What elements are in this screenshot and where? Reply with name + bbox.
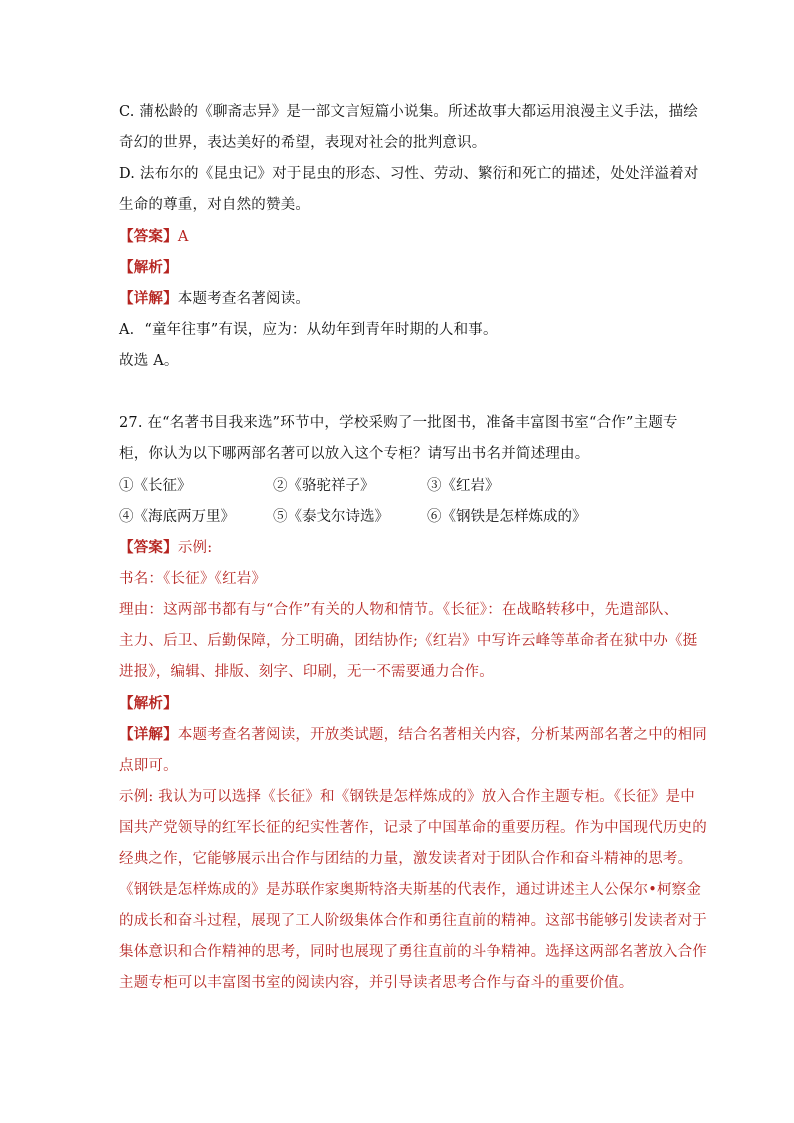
q27-detail-tag: 【详解】 xyxy=(119,726,178,743)
option-c-line-2: 奇幻的世界，表达美好的希望，表现对社会的批判意识。 xyxy=(119,135,487,151)
q27-reason-line-2: 主力、后卫、后勤保障，分工明确，团结协作;《红岩》中写许云峰等革命者在狱中办《挺 xyxy=(119,633,698,649)
q27-option-2: ②《骆驼祥子》 xyxy=(273,478,375,494)
q27-example-line-7: 主题专柜可以丰富图书室的阅读内容，并引导读者思考合作与奋斗的重要价值。 xyxy=(119,975,634,991)
q27-analysis-tag: 【解析】 xyxy=(119,695,178,712)
q27-stem-line-1: 27. 在“名著书目我来选”环节中，学校采购了一批图书，准备丰富图书室“合作”主题专 xyxy=(119,415,678,431)
option-d-line-1: D. 法布尔的《昆虫记》对于昆虫的形态、习性、劳动、繁衍和死亡的描述，处处洋溢着对 xyxy=(119,166,699,182)
q27-analysis-line xyxy=(119,694,178,714)
answer-tag: 【答案】 xyxy=(119,228,178,245)
explain-line: A．“童年往事”有误，应为：从幼年到青年时期的人和事。 xyxy=(119,322,498,338)
q27-detail-line-2: 点即可。 xyxy=(119,758,178,774)
q27-option-4: ④《海底两万里》 xyxy=(119,509,235,525)
q27-example-line-5: 的成长和奋斗过程，展现了工人阶级集体合作和勇往直前的精神。这部书能够引发读者对于 xyxy=(119,913,707,929)
q27-books-line: 书名：《长征》《红岩》 xyxy=(119,571,267,587)
detail-tag: 【详解】 xyxy=(119,290,178,307)
q27-example-line-6: 集体意识和合作精神的思考，同时也展现了勇往直前的斗争精神。选择这两部名著放入合作 xyxy=(119,944,707,960)
q27-option-1: ①《长征》 xyxy=(119,478,192,494)
q27-detail-line-1 xyxy=(119,725,707,745)
answer-line xyxy=(119,227,188,247)
option-c-line-1: C. 蒲松龄的《聊斋志异》是一部文言短篇小说集。所述故事大都运用浪漫主义手法，描绘 xyxy=(119,104,698,120)
analysis-tag: 【解析】 xyxy=(119,259,178,276)
q27-example-line-1: 示例: 我认为可以选择《长征》和《钢铁是怎样炼成的》放入合作主题专柜。《长征》是中 xyxy=(119,789,695,805)
q27-answer-line xyxy=(119,538,212,558)
q27-reason-line-1: 理由：这两部书都有与“合作”有关的人物和情节。《长征》：在战略转移中，先遣部队、 xyxy=(119,602,679,618)
q27-option-6: ⑥《钢铁是怎样炼成的》 xyxy=(427,509,587,525)
q27-example-line-3: 经典之作，它能够展示出合作与团结的力量，激发读者对于团队合作和奋斗精神的思考。 xyxy=(119,851,693,867)
detail-line xyxy=(119,289,310,309)
analysis-line xyxy=(119,258,178,278)
q27-reason-line-3: 进报》，编辑、排版、刻字、印刷，无一不需要通力合作。 xyxy=(119,664,494,680)
conclusion-line: 故选 A。 xyxy=(119,353,179,369)
q27-stem-line-2: 柜，你认为以下哪两部名著可以放入这个专柜？请写出书名并简述理由。 xyxy=(119,446,590,462)
option-d-line-2: 生命的尊重，对自然的赞美。 xyxy=(119,197,311,213)
q27-answer-tag: 【答案】 xyxy=(119,539,178,556)
detail-text: 本题考查名著阅读。 xyxy=(177,291,311,307)
q27-answer-intro: 示例: xyxy=(177,540,213,556)
q27-detail-text: 本题考查名著阅读，开放类试题，结合名著相关内容，分析某两部名著之中的相同 xyxy=(177,727,708,743)
q27-example-line-2: 国共产党领导的红军长征的纪实性著作，记录了中国革命的重要历程。作为中国现代历史的 xyxy=(119,820,707,836)
answer-value: A xyxy=(177,229,189,245)
q27-option-3: ③《红岩》 xyxy=(427,478,500,494)
q27-example-line-4: 《钢铁是怎样炼成的》是苏联作家奥斯特洛夫斯基的代表作，通过讲述主人公保尔•柯察金 xyxy=(119,882,702,898)
q27-option-5: ⑤《泰戈尔诗选》 xyxy=(273,509,389,525)
